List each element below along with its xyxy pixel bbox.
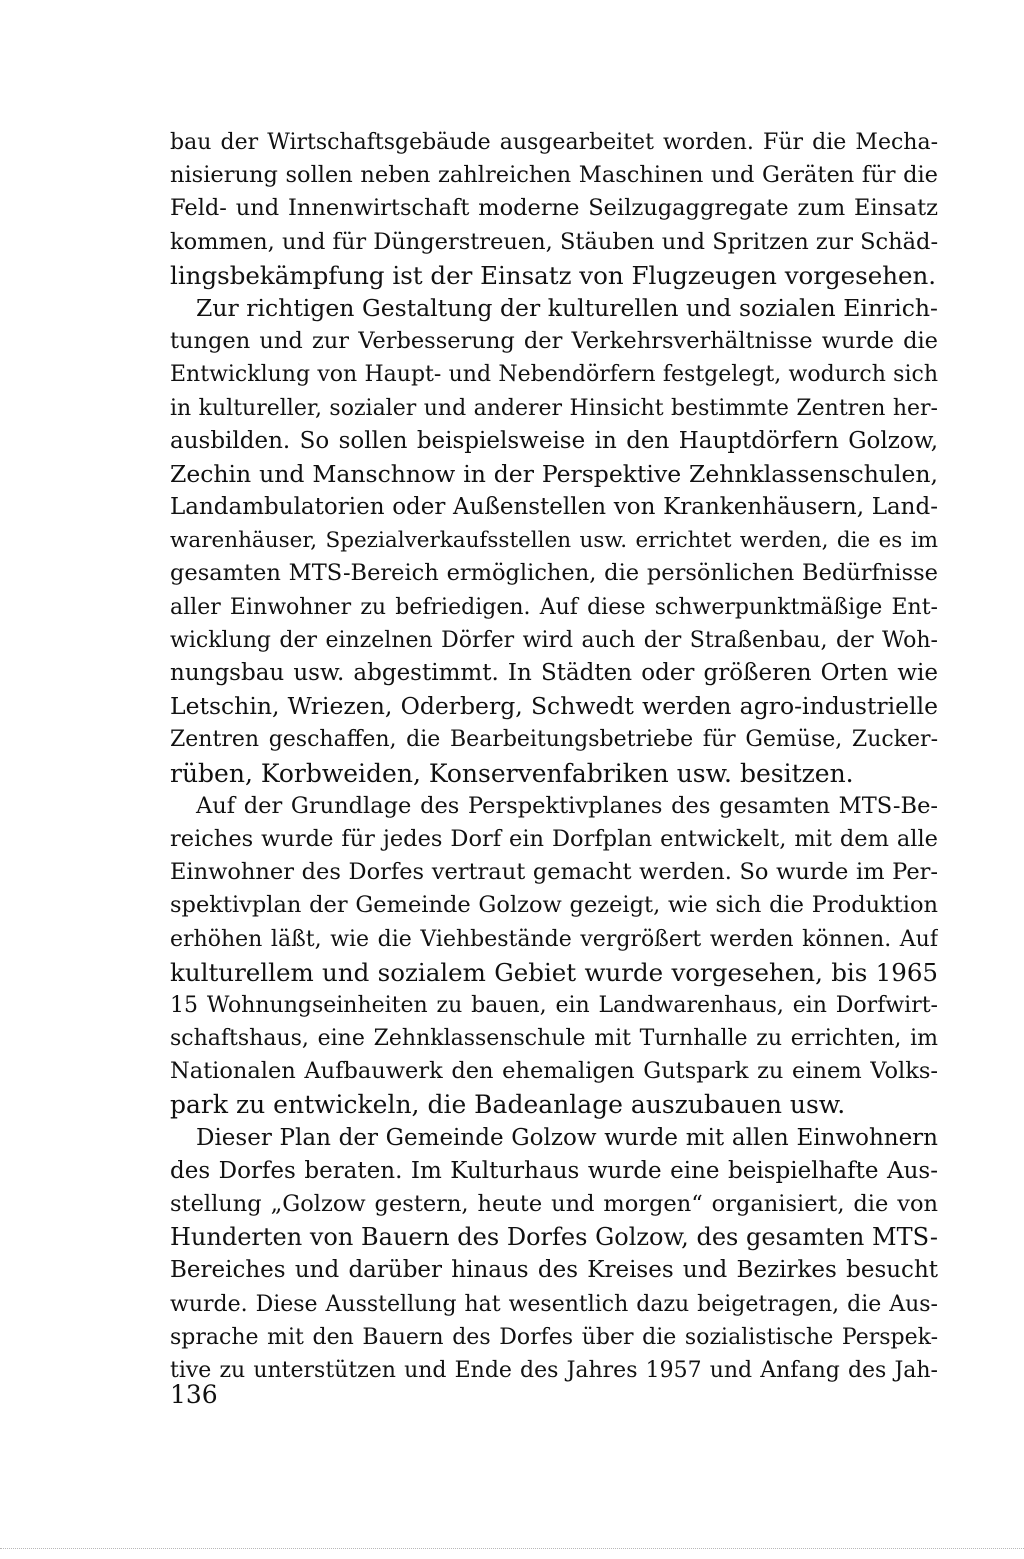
scan-edge-divider [0, 1548, 1024, 1553]
text-line: Entwicklung von Haupt- und Nebendörfern festgelegt, wodurch sich [170, 362, 938, 388]
text-line: Feld- und Innenwirtschaft moderne Seilzugaggregate zum Einsatz [170, 195, 938, 222]
text-line: kulturellem und sozialem Gebiet wurde vorgesehen, bis 1965 [170, 957, 938, 987]
text-line: des Dorfes beraten. Im Kulturhaus wurde eine beispielhafte Aus- [170, 1157, 938, 1184]
text-line: nisierung sollen neben zahlreichen Maschinen und Geräten für die [170, 162, 938, 189]
text-line: tungen und zur Verbesserung der Verkehrsverhältnisse wurde die [170, 328, 938, 355]
paragraph-first-line: Dieser Plan der Gemeinde Golzow wurde mit allen Einwohnern [196, 1124, 938, 1151]
text-line: Letschin, Wriezen, Oderberg, Schwedt werden agro-industrielle [170, 692, 938, 721]
page-number: 136 [170, 1380, 218, 1409]
text-line: nungsbau usw. abgestimmt. In Städten oder größeren Orten wie [170, 660, 938, 686]
body-text [170, 126, 938, 1387]
text-line: ausbilden. So sollen beispielsweise in den Hauptdörfern Golzow, [170, 427, 938, 454]
text-line: 15 Wohnungseinheiten zu bauen, ein Landwarenhaus, ein Dorfwirt- [170, 992, 938, 1018]
text-line: Bereiches und darüber hinaus des Kreises und Bezirkes besucht [170, 1257, 938, 1284]
text-line: Hunderten von Bauern des Dorfes Golzow, des gesamten MTS- [170, 1223, 938, 1252]
text-line: Einwohner des Dorfes vertraut gemacht werden. So wurde im Per- [170, 859, 938, 886]
text-line: wurde. Diese Ausstellung hat wesentlich dazu beigetragen, die Aus- [170, 1291, 938, 1317]
text-line: park zu entwickeln, die Badeanlage auszubauen usw. [170, 1090, 846, 1120]
text-line: bau der Wirtschaftsgebäude ausgearbeitet worden. Für die Mecha- [170, 130, 938, 155]
text-line: gesamten MTS-Bereich ermöglichen, die persönlichen Bedürfnisse [170, 560, 938, 587]
text-line: Zentren geschaffen, die Bearbeitungsbetriebe für Gemüse, Zucker- [170, 727, 938, 753]
text-line: erhöhen läßt, wie die Viehbestände vergrößert werden können. Auf [170, 926, 938, 952]
text-line: lingsbekämpfung ist der Einsatz von Flugzeugen vorgesehen. [170, 260, 937, 290]
text-line: in kultureller, sozialer und anderer Hinsicht bestimmte Zentren her- [170, 395, 938, 421]
text-line: rüben, Korbweiden, Konservenfabriken usw. besitzen. [170, 758, 854, 788]
text-line: Nationalen Aufbauwerk den ehemaligen Gutspark zu einem Volks- [170, 1058, 938, 1085]
paragraph-first-line: Auf der Grundlage des Perspektivplanes des gesamten MTS-Be- [196, 792, 938, 819]
text-line: warenhäuser, Spezialverkaufsstellen usw. errichtet werden, die es im [170, 528, 938, 554]
text-line: Landambulatorien oder Außenstellen von Krankenhäusern, Land- [170, 494, 938, 521]
text-line: reiches wurde für jedes Dorf ein Dorfplan entwickelt, mit dem alle [170, 825, 938, 852]
text-line: schaftshaus, eine Zehnklassenschule mit Turnhalle zu errichten, im [170, 1026, 938, 1052]
text-line: aller Einwohner zu befriedigen. Auf diese schwerpunktmäßige Ent- [170, 594, 938, 620]
text-line: kommen, und für Düngerstreuen, Stäuben und Spritzen zur Schäd- [170, 228, 938, 255]
text-line: stellung „Golzow gestern, heute und morgen“ organisiert, die von [170, 1191, 938, 1217]
text-line: tive zu unterstützen und Ende des Jahres 1957 und Anfang des Jah- [170, 1357, 938, 1383]
text-line: Zechin und Manschnow in der Perspektive Zehnklassenschulen, [170, 459, 938, 488]
text-line: spektivplan der Gemeinde Golzow gezeigt, wie sich die Produktion [170, 892, 938, 919]
text-line: sprache mit den Bauern des Dorfes über die sozialistische Perspek- [170, 1324, 938, 1350]
text-line: wicklung der einzelnen Dörfer wird auch der Straßenbau, der Woh- [170, 627, 938, 653]
paragraph-first-line: Zur richtigen Gestaltung der kulturellen und sozialen Einrich- [196, 293, 938, 322]
